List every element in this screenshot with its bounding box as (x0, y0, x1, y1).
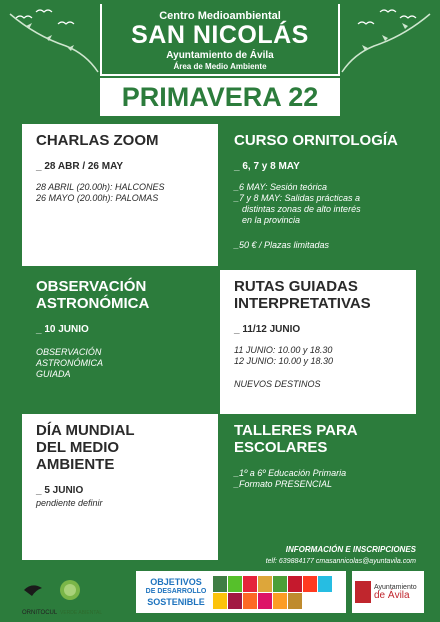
ods-tile (318, 576, 332, 592)
activity-title: TALLERES PARA (234, 422, 358, 439)
verde-abiental-label: VERDE ABIENTAL (60, 610, 103, 616)
info-contact: telf: 639884177 cmasannicolas@ayuntavila.com (265, 558, 416, 565)
header-area: Área de Medio Ambiente (173, 62, 267, 71)
ods-line: SOSTENIBLE (147, 597, 205, 607)
activity-rutas (220, 270, 416, 414)
season-banner: PRIMAVERA 22 (100, 78, 340, 116)
ods-tile (228, 593, 242, 609)
ods-logo (136, 571, 346, 613)
activity-title: DEL MEDIO (36, 439, 120, 456)
ods-tile-15 (228, 576, 242, 592)
ayuntamiento-line: Ayuntamiento (374, 584, 417, 591)
detail-line: 12 JUNIO: 10.00 y 18.30 (234, 356, 334, 366)
ods-tile (258, 593, 272, 609)
detail-line: _1º a 6º Educación Primaria (234, 468, 347, 478)
activity-date: _ 5 JUNIO (36, 485, 84, 496)
activity-title: ESCOLARES (234, 439, 328, 456)
ornitocul-logo (22, 585, 58, 616)
ods-line: OBJETIVOS (150, 577, 202, 587)
activity-title: INTERPRETATIVAS (234, 295, 371, 312)
header-ayuntamiento: Ayuntamiento de Ávila (166, 50, 274, 61)
activity-details (234, 182, 416, 226)
activity-title: RUTAS GUIADAS (234, 278, 358, 295)
birds-branch-right-icon (338, 6, 434, 76)
activity-title: CHARLAS ZOOM (36, 132, 159, 149)
ods-tile (288, 576, 302, 592)
ods-line: DE DESARROLLO (145, 588, 207, 595)
ayuntamiento-text (374, 584, 417, 600)
activity-title: OBSERVACIÓN (36, 278, 147, 295)
activity-date: _ 6, 7 y 8 MAY (234, 161, 300, 172)
activity-details (36, 347, 218, 380)
detail-line: 11 JUNIO: 10.00 y 18.30 (234, 345, 333, 355)
ods-tiles (213, 575, 343, 609)
verde-abiental-logo (60, 580, 102, 616)
detail-line: 26 MAYO (20.00h): PALOMAS (36, 193, 159, 203)
activity-curso (220, 124, 416, 270)
ods-tile (303, 576, 317, 592)
activity-charlas (22, 124, 218, 266)
detail-line: en la provincia (242, 215, 301, 225)
ods-tile (213, 593, 227, 609)
ods-tile (243, 593, 257, 609)
activity-note: NUEVOS DESTINOS (234, 379, 321, 389)
header-title: SAN NICOLÁS (131, 21, 309, 49)
header-center-label: Centro Medioambiental (159, 10, 281, 22)
ods-tile (288, 593, 302, 609)
detail-line: 28 ABRIL (20.00h): HALCONES (36, 182, 165, 192)
activity-date: _ 28 ABR / 26 MAY (36, 161, 124, 172)
activity-dia-mundial (22, 414, 218, 560)
detail-line: OBSERVACIÓN (36, 347, 102, 357)
activity-date: _ 10 JUNIO (36, 324, 89, 335)
activity-title: AMBIENTE (36, 456, 115, 473)
detail-line: GUIADA (36, 369, 71, 379)
info-block (266, 545, 416, 565)
activity-talleres (220, 414, 416, 560)
ayuntamiento-logo (352, 571, 424, 613)
ods-tile (273, 593, 287, 609)
activity-details (234, 345, 416, 367)
detail-line: _6 MAY: Sesión teórica (234, 182, 328, 192)
detail-line: _7 y 8 MAY: Salidas prácticas a (234, 193, 361, 203)
ayuntamiento-line: de Ávila (374, 590, 410, 601)
activity-observacion (22, 270, 218, 412)
activity-note: _50 € / Plazas limitadas (234, 240, 330, 250)
activity-title: ASTRONÓMICA (36, 295, 150, 312)
detail-line: ASTRONÓMICA (36, 358, 104, 368)
ayuntamiento-mark-icon (355, 581, 371, 603)
activity-note: pendiente definir (36, 498, 103, 508)
activity-details (234, 468, 416, 490)
info-title: INFORMACIÓN E INSCRIPCIONES (285, 545, 416, 554)
birds-branch-left-icon (6, 6, 102, 76)
poster-header (100, 4, 340, 76)
ods-tile-13 (213, 576, 227, 592)
ods-text (139, 577, 213, 607)
detail-line: distintas zonas de alto interés (242, 204, 361, 214)
activity-details (36, 182, 218, 204)
detail-line: _Formato PRESENCIAL (234, 479, 333, 489)
ods-tile (258, 576, 272, 592)
partner-logos (20, 574, 140, 618)
activity-title: CURSO ORNITOLOGÍA (234, 132, 398, 149)
activities-grid (22, 124, 418, 560)
ods-tile (243, 576, 257, 592)
activity-title: DÍA MUNDIAL (36, 422, 135, 439)
activity-date: _ 11/12 JUNIO (234, 324, 301, 335)
ornitocul-label: ORNITOCUL (22, 610, 58, 616)
ods-tile (273, 576, 287, 592)
